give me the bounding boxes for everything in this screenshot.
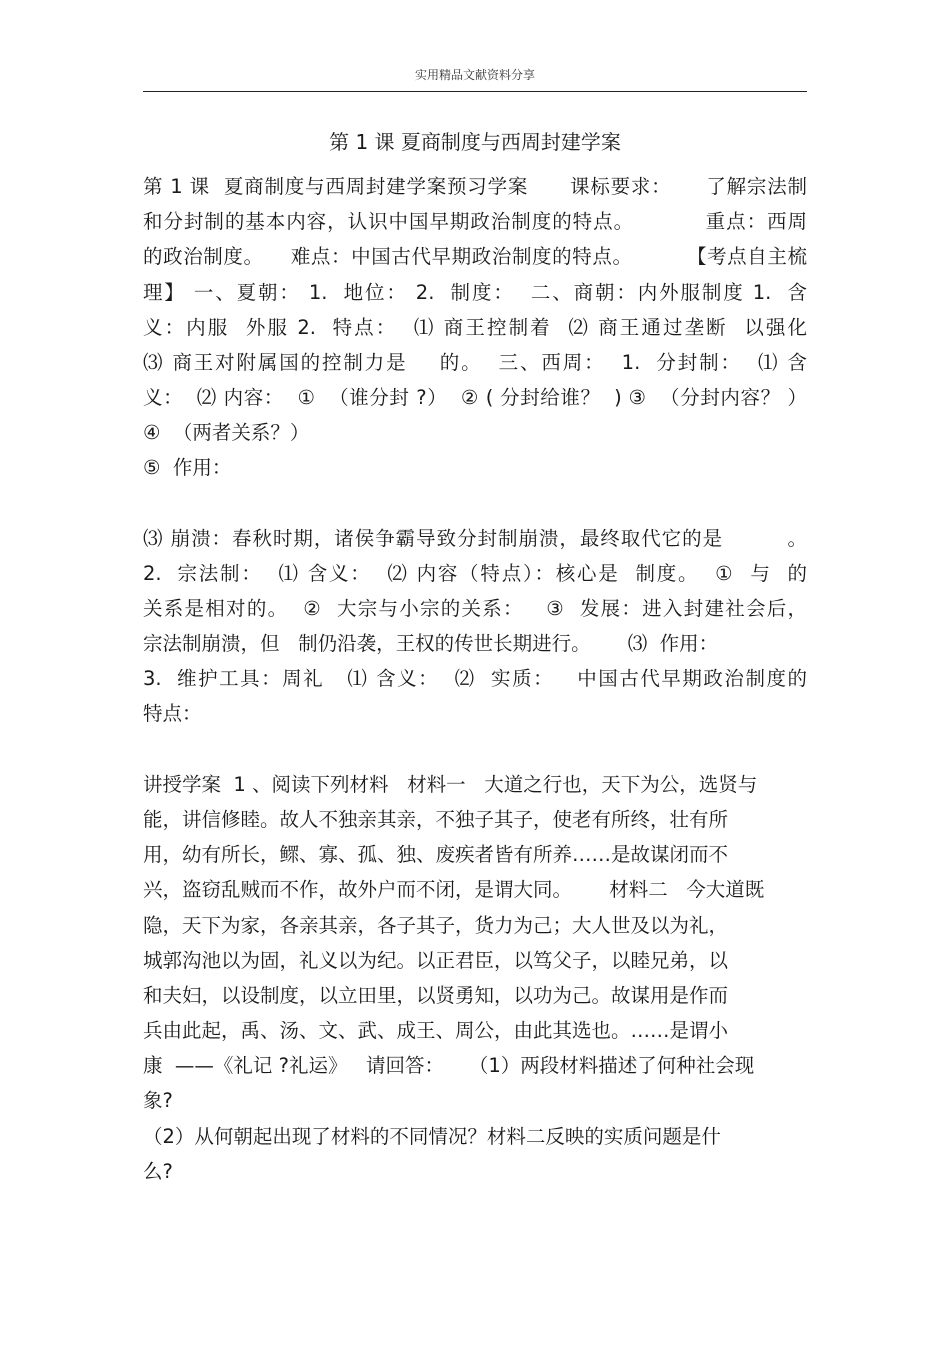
text-line: 义： ⑵ 内容： ① （谁分封 ?） ② ( 分封给谁？ ) ③ （分封内容？ ）: [143, 386, 807, 409]
text-line: 2. 宗法制： ⑴ 含义： ⑵ 内容（特点）：核心是 制度。 ① 与 的: [143, 562, 807, 585]
text-line: 和夫妇，以设制度，以立田里，以贤勇知，以功为己。故谋用是作而: [143, 984, 729, 1007]
text-line: 的政治制度。 难点：中国古代早期政治制度的特点。 【考点自主梳: [143, 245, 807, 268]
text-line: 第 1 课 夏商制度与西周封建学案预习学案 课标要求： 了解宗法制: [143, 175, 807, 198]
text-line: ⑶ 商王对附属国的控制力是 的。 三、西周： 1. 分封制： ⑴ 含: [143, 351, 807, 374]
text-line: 特点：: [143, 702, 202, 725]
text-line: 义：内服 外服 2. 特点： ⑴ 商王控制着 ⑵ 商王通过垄断 以强化: [143, 316, 807, 339]
text-line: ⑶ 崩溃：春秋时期，诸侯争霸导致分封制崩溃，最终取代它的是 。: [143, 527, 807, 550]
text-line: 兴，盗窃乱贼而不作，故外户而不闭，是谓大同。 材料二 今大道既: [143, 878, 765, 901]
header-divider: [143, 91, 807, 92]
text-line: 象?: [143, 1089, 173, 1112]
text-line: 关系是相对的。 ② 大宗与小宗的关系： ③ 发展：进入封建社会后，: [143, 597, 807, 620]
text-line: 宗法制崩溃，但 制仍沿袭，王权的传世长期进行。 ⑶ 作用：: [143, 632, 719, 655]
document-title: 第 1 课 夏商制度与西周封建学案: [329, 130, 621, 154]
text-line: 用，幼有所长，鳏、寡、孤、独、废疾者皆有所养……是故谋闭而不: [143, 843, 729, 866]
text-line: ④ （两者关系？）: [143, 421, 310, 444]
text-line: 理】 一、夏朝： 1. 地位： 2. 制度： 二、商朝：内外服制度 1. 含: [143, 281, 807, 304]
text-line: 3. 维护工具：周礼 ⑴ 含义： ⑵ 实质： 中国古代早期政治制度的: [143, 667, 807, 690]
text-line: 么?: [143, 1160, 173, 1183]
text-line: 城郭沟池以为固，礼义以为纪。以正君臣，以笃父子，以睦兄弟，以: [143, 949, 729, 972]
header-text: 实用精品文献资料分享: [414, 68, 535, 82]
text-line: ⑤ 作用：: [143, 456, 232, 479]
text-line: 兵由此起，禹、汤、文、武、成王、周公，由此其选也。……是谓小: [143, 1019, 729, 1042]
text-line: 和分封制的基本内容，认识中国早期政治制度的特点。 重点：西周: [143, 210, 807, 233]
text-line: 隐，天下为家，各亲其亲，各子其子，货力为己；大人世及以为礼，: [143, 914, 729, 937]
text-line: 能，讲信修睦。故人不独亲其亲，不独子其子，使老有所终，壮有所: [143, 808, 729, 831]
text-line: 讲授学案 1 、阅读下列材料 材料一 大道之行也，天下为公，选贤与: [143, 773, 758, 796]
text-line: （2）从何朝起出现了材料的不同情况？材料二反映的实质问题是什: [143, 1125, 721, 1148]
text-line: 康 ——《礼记 ?礼运》 请回答： （1）两段材料描述了何种社会现: [143, 1054, 755, 1077]
